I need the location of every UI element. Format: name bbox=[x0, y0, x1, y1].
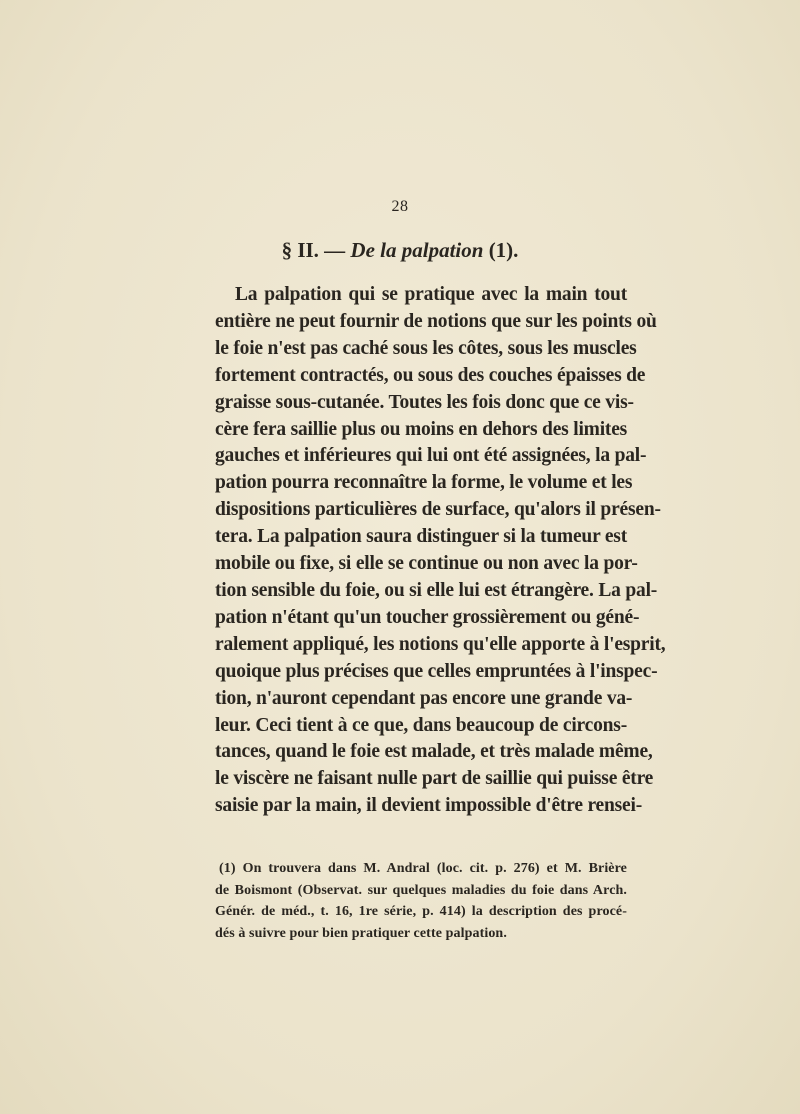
text-line: tion, n'auront cependant pas encore une grande va- bbox=[215, 687, 633, 709]
section-heading bbox=[0, 238, 800, 263]
text-line: La palpation qui se pratique avec la main tout bbox=[235, 284, 627, 305]
text-line: tion sensible du foie, ou si elle lui est étrangère. La pal- bbox=[215, 579, 658, 601]
text-line: tances, quand le foie est malade, et très malade même, bbox=[215, 741, 653, 763]
footnote-line: de Boismont (Observat. sur quelques maladies du foie dans Arch. bbox=[215, 882, 627, 898]
body-paragraph bbox=[215, 282, 666, 820]
text-line: ralement appliqué, les notions qu'elle apporte à l'esprit, bbox=[215, 633, 666, 655]
text-line: pation n'étant qu'un toucher grossièrement ou géné- bbox=[215, 606, 640, 628]
footnote-reference: (1). bbox=[488, 238, 519, 262]
text-line: leur. Ceci tient à ce que, dans beaucoup de circons- bbox=[215, 714, 627, 736]
text-line: dispositions particulières de surface, qu'alors il présen- bbox=[215, 499, 661, 521]
text-line: entière ne peut fournir de notions que sur les points où bbox=[215, 310, 657, 332]
text-line: pation pourra reconnaître la forme, le volume et les bbox=[215, 472, 633, 494]
text-line: gauches et inférieures qui lui ont été assignées, la pal- bbox=[215, 445, 647, 467]
section-title: De la palpation bbox=[350, 238, 484, 262]
text-line: quoique plus précises que celles empruntées à l'inspec- bbox=[215, 660, 658, 682]
page-number: 28 bbox=[391, 198, 409, 215]
text-line: le viscère ne faisant nulle part de saillie qui puisse être bbox=[215, 768, 654, 790]
footnote bbox=[215, 858, 627, 944]
footnote-line: Génér. de méd., t. 16, 1re série, p. 414) la description des procé- bbox=[215, 904, 627, 919]
footnote-line: dés à suivre pour bien pratiquer cette palpation. bbox=[215, 925, 507, 941]
text-line: cère fera saillie plus ou moins en dehors des limites bbox=[215, 418, 628, 440]
text-line: saisie par la main, il devient impossible d'être rensei- bbox=[215, 795, 643, 817]
footnote-line: (1) On trouvera dans M. Andral (loc. cit. p. 276) et M. Brière bbox=[219, 861, 627, 876]
text-line: mobile ou fixe, si elle se continue ou non avec la por- bbox=[215, 553, 638, 575]
text-line: tera. La palpation saura distinguer si la tumeur est bbox=[215, 526, 627, 548]
section-number: § II. — bbox=[281, 238, 346, 262]
text-line: fortement contractés, ou sous des couches épaisses de bbox=[215, 364, 646, 386]
text-line: le foie n'est pas caché sous les côtes, sous les muscles bbox=[215, 337, 637, 359]
text-line: graisse sous-cutanée. Toutes les fois donc que ce vis- bbox=[215, 391, 634, 413]
